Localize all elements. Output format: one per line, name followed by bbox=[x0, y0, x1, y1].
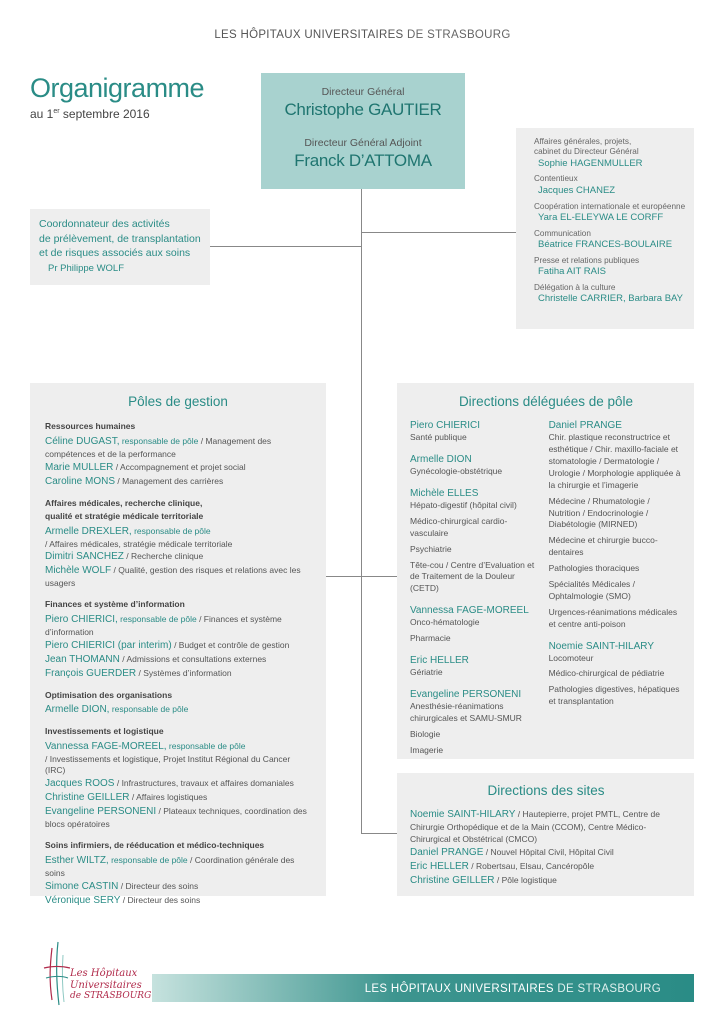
coordinator-person: Pr Philippe WOLF bbox=[48, 263, 125, 275]
service-entry: Presse et relations publiques Fatiha AIT RAIS bbox=[534, 255, 640, 277]
delegues-right-column bbox=[549, 419, 682, 765]
delegue-name: Michèle ELLES bbox=[410, 488, 479, 499]
role-text: / Recherche clinique bbox=[123, 551, 204, 562]
person-name: Vannessa FAGE-MOREEL, bbox=[45, 740, 167, 752]
pole-row bbox=[45, 435, 311, 461]
role-text: / Admissions et consultations externes bbox=[119, 653, 267, 664]
general-services-box bbox=[516, 128, 694, 329]
person-name: Armelle DREXLER, bbox=[45, 525, 132, 537]
pole-row bbox=[45, 791, 311, 805]
delegue-block bbox=[410, 453, 539, 478]
dg-role: Directeur Général bbox=[321, 86, 405, 98]
pole-item: Pathologies digestives, hépatiques et transplantation bbox=[548, 684, 680, 707]
role-text: / Affaires logistiques bbox=[129, 792, 208, 803]
pole-item: Urgences-réanimations médicales et centre anti-poison bbox=[548, 606, 678, 629]
pole-section-heading: Finances et système d’information bbox=[45, 599, 185, 610]
delegues-connector bbox=[361, 576, 397, 577]
service-entry: Affaires générales, projets, cabinet du Directeur Général Sophie HAGENMULLER bbox=[534, 137, 643, 169]
pole-row bbox=[45, 754, 311, 778]
site-row bbox=[410, 874, 682, 888]
person-name: Céline DUGAST, bbox=[45, 435, 120, 447]
pole-item: Imagerie bbox=[410, 744, 444, 755]
pole-row bbox=[45, 894, 311, 908]
person-name: Christine GEILLER bbox=[45, 792, 130, 804]
person-name: Evangeline PERSONENI bbox=[45, 806, 157, 818]
pole-item: Spécialités Médicales / Ophtalmologie (SMO) bbox=[548, 579, 636, 601]
role-label: responsable de pôle bbox=[108, 854, 188, 865]
logo-text: Les Hôpitaux Universitaires de STRASBOURG bbox=[70, 968, 152, 1001]
poles-panel bbox=[30, 383, 326, 906]
pole-row bbox=[45, 880, 311, 894]
pole-section-heading: Investissements et logistique bbox=[45, 726, 164, 737]
pole-item: Médecine / Rhumatologie / Nutrition / Endocrinologie / Diabétologie (MIRNED) bbox=[548, 495, 650, 530]
role-text: / Budget et contrôle de gestion bbox=[171, 639, 290, 650]
role-label: responsable de pôle bbox=[117, 613, 197, 624]
site-text: / Hautepierre, projet PMTL, Centre de Chirurgie Orthopédique et de la Main (CCOM), Centre Médico-Chirurgical et Obstétrical (CMCO) bbox=[410, 809, 660, 845]
pole-item: Chir. plastique reconstructrice et esthétique / Chir. maxillo-faciale et stomatologie / Dermatologie / Urologie / Morphologie appliquée à la chirurgie et l’imagerie bbox=[548, 432, 681, 490]
person-name: Christine GEILLER bbox=[410, 875, 495, 886]
delegues-left-column bbox=[410, 419, 539, 765]
pole-section-heading: Affaires médicales, recherche clinique, bbox=[45, 497, 203, 508]
pole-item: Pathologies thoraciques bbox=[548, 563, 640, 574]
dga-name: Franck D’ATTOMA bbox=[294, 151, 432, 171]
site-text: / Nouvel Hôpital Civil, Hôpital Civil bbox=[483, 847, 614, 857]
pole-section-heading: qualité et stratégie médicale territoriale bbox=[45, 511, 204, 522]
pole-item: Tête-cou / Centre d’Evaluation et de Traitement de la Douleur (CETD) bbox=[410, 559, 535, 594]
coordinator-box: Coordonnateur des activités de prélèvement, de transplantation et de risques associés aux soins Pr Philippe WOLF bbox=[30, 209, 210, 285]
site-row bbox=[410, 860, 682, 874]
header-brand: LES HÔPITAUX UNIVERSITAIRES DE STRASBOURG bbox=[214, 29, 511, 41]
pole-section bbox=[45, 690, 311, 717]
dg-name: Christophe GAUTIER bbox=[284, 100, 442, 120]
site-row bbox=[410, 808, 682, 846]
person-name: Caroline MONS bbox=[45, 475, 116, 487]
role-text: / Directeur des soins bbox=[120, 894, 201, 905]
pole-section-heading: Optimisation des organisations bbox=[45, 689, 173, 700]
services-connector bbox=[361, 232, 516, 233]
pole-row bbox=[45, 740, 311, 754]
pole-item: Pharmacie bbox=[410, 633, 451, 644]
person-name: Noemie SAINT-HILARY bbox=[410, 809, 516, 821]
poles-title: Pôles de gestion bbox=[128, 394, 228, 409]
pole-item: Médecine et chirurgie bucco-dentaires bbox=[548, 535, 658, 558]
delegue-block bbox=[410, 487, 539, 595]
site-text: / Pôle logistique bbox=[494, 875, 557, 885]
pole-section bbox=[45, 840, 311, 907]
delegue-block bbox=[410, 604, 539, 645]
pole-item: Psychiatrie bbox=[410, 543, 452, 554]
role-label: responsable de pôle bbox=[119, 435, 199, 446]
person-name: Marie MULLER bbox=[45, 461, 114, 473]
dga-role: Directeur Général Adjoint bbox=[304, 137, 422, 150]
role-text: / Finances et système d’information bbox=[45, 613, 282, 637]
pole-item: Anesthésie-réanimations chirurgicales et SAMU-SMUR bbox=[410, 700, 522, 723]
role-text: / Coordination générale des soins bbox=[45, 854, 295, 878]
pole-row bbox=[45, 667, 311, 681]
person-name: Armelle DION, bbox=[45, 704, 110, 716]
pole-section bbox=[45, 421, 311, 488]
pole-item: Onco-hématologie bbox=[410, 617, 480, 628]
pole-row bbox=[45, 613, 311, 639]
sites-title: Directions des sites bbox=[487, 783, 605, 798]
pole-row bbox=[45, 653, 311, 667]
person-name: Simone CASTIN bbox=[45, 880, 119, 892]
delegue-block bbox=[549, 419, 682, 630]
delegue-name: Armelle DION bbox=[410, 454, 472, 466]
pole-row bbox=[45, 564, 311, 590]
role-text: / Systèmes d’information bbox=[136, 667, 232, 678]
pole-item: Hépato-digestif (hôpital civil) bbox=[410, 500, 517, 510]
pole-row bbox=[45, 805, 311, 831]
person-name: Piero CHIERICI (par interim) bbox=[45, 639, 172, 651]
pole-row bbox=[45, 525, 311, 539]
delegue-name: Noemie SAINT-HILARY bbox=[548, 640, 654, 652]
pole-item: Gynécologie-obstétrique bbox=[410, 466, 503, 477]
delegues-title: Directions déléguées de pôle bbox=[458, 394, 634, 409]
pole-item: Médico-chirurgical cardio-vasculaire bbox=[410, 515, 508, 538]
service-entry: Contentieux Jacques CHANEZ bbox=[534, 174, 616, 196]
role-text: / Infrastructures, travaux et affaires domaniales bbox=[114, 778, 294, 789]
delegue-block bbox=[410, 419, 539, 444]
delegue-name: Daniel PRANGE bbox=[548, 420, 622, 432]
pole-item: Biologie bbox=[410, 728, 441, 739]
service-entry: Délégation à la culture Christelle CARRIER, Barbara BAY bbox=[534, 282, 684, 305]
person-name: Esther WILTZ, bbox=[45, 854, 109, 866]
delegues-panel bbox=[397, 383, 694, 759]
pole-row bbox=[45, 461, 311, 475]
role-text: / Affaires médicales, stratégie médicale territoriale bbox=[45, 538, 233, 549]
person-name: François GUERDER bbox=[45, 667, 137, 679]
person-name: Eric HELLER bbox=[410, 861, 469, 872]
service-entry: Coopération internationale et européenne Yara EL-ELEYWA LE CORFF bbox=[534, 201, 686, 223]
pole-row bbox=[45, 777, 311, 791]
role-text: / Directeur des soins bbox=[118, 880, 199, 891]
pole-row bbox=[45, 539, 311, 551]
pole-section bbox=[45, 599, 311, 680]
coordinator-connector bbox=[210, 246, 361, 247]
delegue-name: Piero CHIERICI bbox=[410, 420, 481, 432]
person-name: Dimitri SANCHEZ bbox=[45, 551, 124, 563]
pole-item: Gériatrie bbox=[410, 667, 443, 678]
pole-item: Médico-chirurgical de pédiatrie bbox=[548, 668, 665, 679]
person-name: Jean THOMANN bbox=[45, 653, 120, 665]
sites-panel bbox=[397, 773, 694, 896]
delegue-name: Eric HELLER bbox=[410, 655, 469, 667]
role-text: / Investissements et logistique, Projet Institut Régional du Cancer (IRC) bbox=[45, 753, 291, 776]
person-name: Daniel PRANGE bbox=[410, 847, 484, 858]
role-text: / Management des carrières bbox=[115, 475, 224, 486]
role-label: responsable de pôle bbox=[131, 525, 211, 536]
date-label: au 1er septembre 2016 bbox=[30, 107, 150, 121]
main-vertical-line bbox=[361, 189, 362, 834]
delegue-name: Vannessa FAGE-MOREEL bbox=[410, 605, 529, 617]
role-text: / Accompagnement et projet social bbox=[113, 461, 246, 472]
site-row bbox=[410, 846, 682, 860]
role-label: responsable de pôle bbox=[166, 740, 246, 751]
person-name: Véronique SERY bbox=[45, 894, 121, 906]
pole-section-heading: Ressources humaines bbox=[45, 421, 136, 432]
role-text: / Management des compétences et de la performance bbox=[45, 435, 272, 459]
pole-item: Santé publique bbox=[410, 432, 467, 443]
pole-row bbox=[45, 475, 311, 489]
poles-connector bbox=[326, 576, 361, 577]
person-name: Piero CHIERICI, bbox=[45, 613, 118, 625]
pole-section bbox=[45, 726, 311, 831]
delegue-name: Evangeline PERSONENI bbox=[410, 688, 522, 700]
delegue-block bbox=[410, 688, 539, 757]
pole-row bbox=[45, 854, 311, 880]
pole-item: Locomoteur bbox=[548, 652, 594, 663]
role-label: responsable de pôle bbox=[109, 704, 189, 715]
pole-row bbox=[45, 639, 311, 653]
footer-brand: LES HÔPITAUX UNIVERSITAIRES DE STRASBOURG bbox=[364, 983, 661, 995]
pole-section-heading: Soins infirmiers, de rééducation et médico-techniques bbox=[45, 840, 265, 851]
director-box bbox=[261, 73, 465, 189]
role-text: / Plateaux techniques, coordination des blocs opératoires bbox=[45, 806, 307, 830]
pole-row bbox=[45, 703, 311, 717]
delegue-block bbox=[549, 640, 682, 709]
site-text: / Robertsau, Elsau, Cancéropôle bbox=[468, 861, 595, 871]
person-name: Jacques ROOS bbox=[45, 778, 115, 790]
service-entry: Communication Béatrice FRANCES-BOULAIRE bbox=[534, 228, 673, 250]
page-title: Organigramme bbox=[30, 73, 205, 103]
pole-row bbox=[45, 550, 311, 564]
role-text: / Qualité, gestion des risques et relations avec les usagers bbox=[45, 565, 301, 589]
sites-connector bbox=[361, 833, 397, 834]
delegue-block bbox=[410, 654, 539, 679]
pole-section bbox=[45, 498, 311, 591]
person-name: Michèle WOLF bbox=[45, 565, 112, 577]
